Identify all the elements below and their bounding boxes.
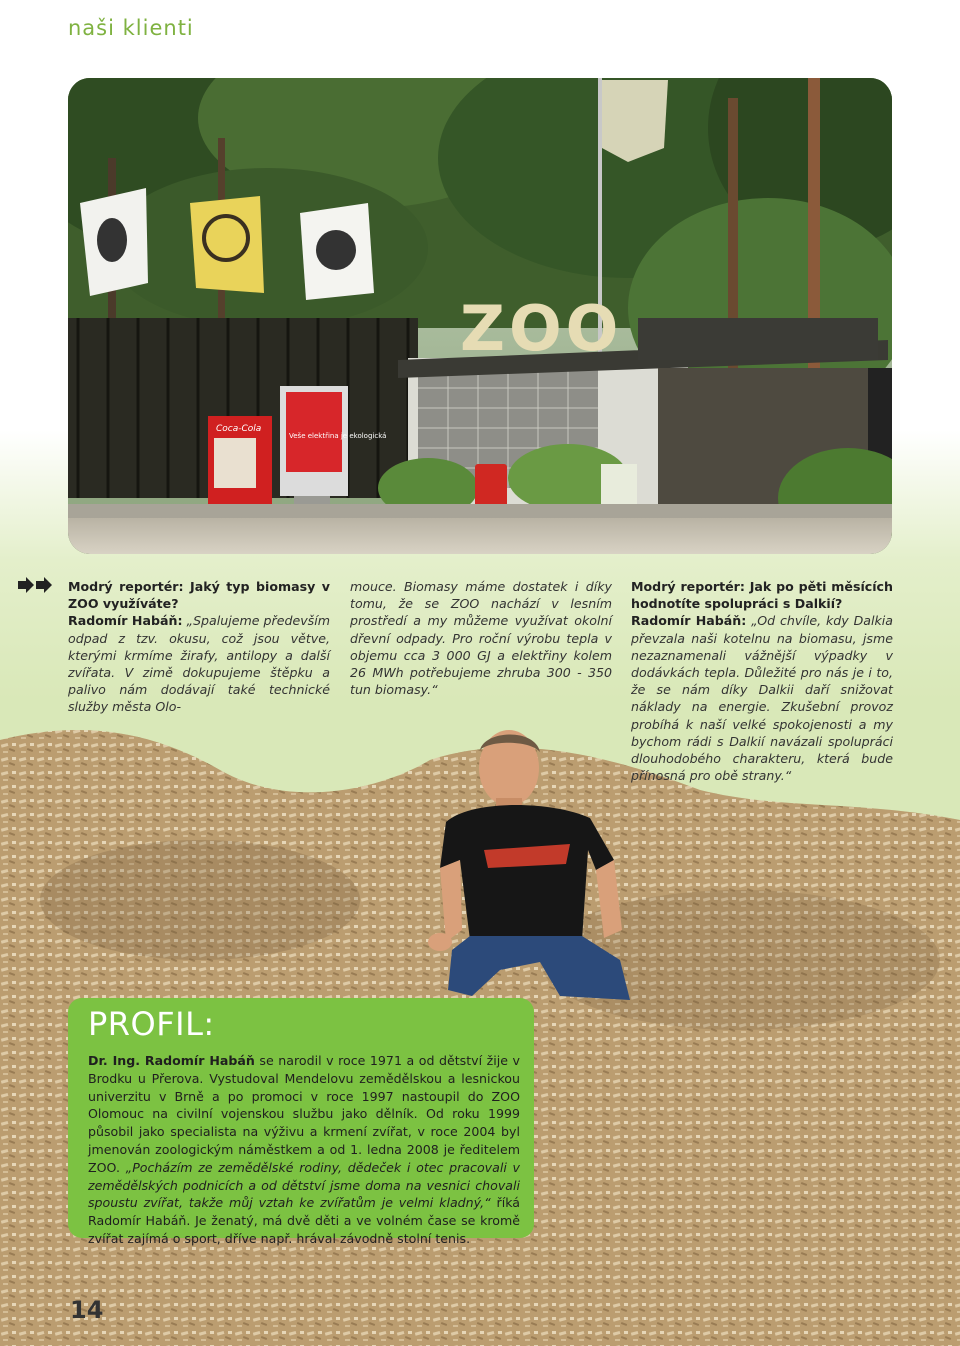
profile-title: PROFIL:: [88, 1005, 215, 1043]
vending-label: Coca-Cola: [216, 424, 262, 434]
answer-2-speaker: Radomír Habáň:: [631, 613, 747, 629]
reporter-question-2: Modrý reportér: Jak po pěti měsících hodnotíte spolupráci s Dalkií?: [631, 579, 893, 612]
profile-bio-end: říká Radomír Habáň. Je ženatý, má dvě děti a ve volném čase se kromě zvířat zajímá o sport, dříve např. hrával závodně stolní tenis.: [88, 1195, 520, 1246]
profile-quote: „Pocházím ze zemědělské rodiny, dědeček i otec pracovali v zemědělských podnicích a od dětství jsme doma na vesnici chovali spoustu zvířat, takže můj vztah ke zvířatům je velmi kladný,“: [88, 1159, 521, 1211]
banner-giraffe: [80, 188, 148, 296]
interview-column-2: [350, 578, 612, 698]
zoo-entrance-photo: [68, 78, 892, 554]
page-number: 14: [70, 1296, 104, 1324]
double-arrow-icon: [18, 576, 54, 594]
interview-column-1: [68, 578, 330, 716]
zoo-sign: ZOO: [460, 292, 623, 365]
reporter-question-1: Modrý reportér: Jaký typ biomasy v ZOO využíváte?: [68, 579, 330, 612]
profile-name: Dr. Ing. Radomír Habáň: [88, 1053, 255, 1068]
banner-lynx: [190, 196, 264, 293]
section-title: naši klienti: [68, 16, 194, 40]
banner-zoo-logo: [300, 203, 374, 300]
answer-2-text: „Od chvíle, kdy Dalkia převzala naši kotelnu na biomasu, jsme nezaznamenali vážnější výpadky v dodávkách tepla. Důležité pro nás je i to, že se nám díky Dalkii daří snižovat náklady na energie. Zkušební provoz probíhá k naší velké spokojenosti a my bychom rádi s Dalkií navázali spolupráci dlouhodobého charakteru, která bude přínosná pro obě strany.“: [631, 613, 893, 784]
interview-column-3: [631, 578, 893, 784]
billboard-label: Veše elektřina je ekologická: [289, 432, 387, 440]
answer-1-speaker: Radomír Habáň:: [68, 613, 183, 629]
profile-text: [88, 1052, 520, 1248]
answer-1-text-part-1: „Spalujeme především odpad z tzv. okusu, což jsou větve, kterými krmíme žirafy, antilopy a další zvířata. V zimě dokupujeme štěpku a palivo nám dodávají také technické služby města Olo-: [68, 613, 330, 715]
profile-bio: se narodil v roce 1971 a od dětství žije v Brodku u Přerova. Vystudoval Mendelovu zemědělskou a lesnickou univerzitu v Brně a po promoci v roce 1997 nastoupil do ZOO Olomouc na civilní vojenskou službu jako dělník. Od roku 1999 působil jako specialista na výživu a krmení zvířat, v roce 2004 byl jmenován zoologickým náměstkem a od 1. ledna 2008 je ředitelem ZOO.: [88, 1053, 520, 1175]
answer-1-text-part-2: mouce. Biomasy máme dostatek i díky tomu, že se ZOO nachází v lesním prostředí a my můžeme využívat okolní dřevní odpady. Pro roční výrobu tepla v objemu cca 3 000 GJ a elektřiny kolem 26 MWh potřebujeme zhruba 300 - 350 tun biomasy.“: [350, 579, 612, 698]
